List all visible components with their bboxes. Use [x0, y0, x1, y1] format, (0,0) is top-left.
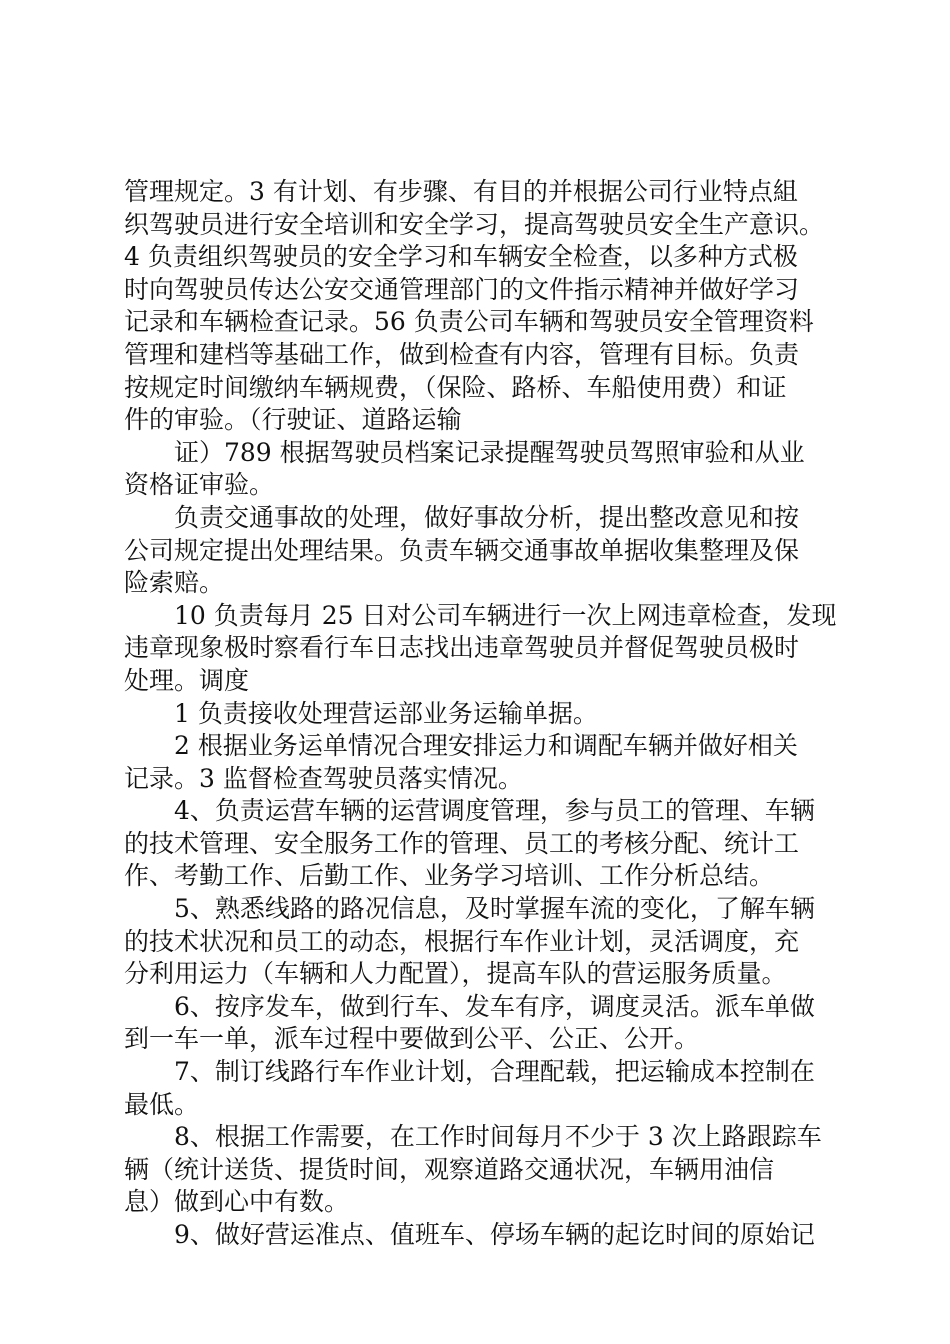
text-line: 的技术管理、安全服务工作的管理、员工的考核分配、统计工 [124, 828, 800, 858]
document-body [124, 176, 844, 1252]
text-line: 2 根据业务运单情况合理安排运力和调配车辆并做好相关 [124, 731, 798, 761]
text-line: 件的审验。（行驶证、道路运输 [124, 405, 462, 435]
text-line: 按规定时间缴纳车辆规费，（保险、路桥、车船使用费）和证 [124, 372, 787, 402]
text-line: 最低。 [124, 1089, 200, 1119]
text-line: 7、制订线路行车作业计划，合理配载，把运输成本控制在 [124, 1057, 815, 1087]
text-line: 9、做好营运准点、值班车、停场车辆的起讫时间的原始记 [124, 1220, 815, 1249]
text-line: 违章现象极时察看行车日志找出违章驾驶员并督促驾驶员极时 [124, 633, 800, 663]
text-line: 时向驾驶员传达公安交通管理部门的文件指示精神并做好学习 [124, 274, 800, 304]
text-line: 记录和车辆检查记录。56 负责公司车辆和驾驶员安全管理资料 [124, 307, 814, 337]
text-line: 证）789 根据驾驶员档案记录提醒驾驶员驾照审验和从业 [124, 437, 805, 467]
text-line: 管理和建档等基础工作，做到检查有内容，管理有目标。负责 [124, 339, 800, 369]
text-line: 8、根据工作需要，在工作时间每月不少于 3 次上路跟踪车 [124, 1122, 822, 1152]
text-line: 4、负责运营车辆的运营调度管理，参与员工的管理、车辆 [124, 796, 815, 826]
text-line: 险索赔。 [124, 568, 225, 598]
text-line: 10 负责每月 25 日对公司车辆进行一次上网违章检查，发现 [124, 600, 837, 630]
text-line: 织驾驶员进行安全培训和安全学习，提高驾驶员安全生产意识。 [124, 209, 825, 239]
text-line: 记录。3 监督检查驾驶员落实情况。 [124, 763, 523, 793]
text-line: 5、熟悉线路的路况信息，及时掌握车流的变化，了解车辆 [124, 894, 815, 924]
text-line: 辆（统计送货、提货时间，观察道路交通状况，车辆用油信 [124, 1154, 775, 1184]
text-line: 资格证审验。 [124, 470, 275, 500]
text-line: 分利用运力（车辆和人力配置），提高车队的营运服务质量。 [124, 959, 787, 989]
text-line: 息）做到心中有数。 [124, 1187, 350, 1217]
text-line: 到一车一单，派车过程中要做到公平、公正、公开。 [124, 1024, 700, 1054]
text-line: 负责交通事故的处理，做好事故分析，提出整改意见和按 [124, 502, 800, 532]
text-line: 1 负责接收处理营运部业务运输单据。 [124, 698, 598, 728]
text-line: 的技术状况和员工的动态，根据行车作业计划，灵活调度，充 [124, 926, 800, 956]
text-line: 作、考勤工作、后勤工作、业务学习培训、工作分析总结。 [124, 861, 775, 891]
text-line: 管理规定。3 有计划、有步骤、有目的并根据公司行业特点組 [124, 177, 798, 206]
text-line: 公司规定提出处理结果。负责车辆交通事故单据收集整理及保 [124, 535, 800, 565]
text-line: 6、按序发车，做到行车、发车有序，调度灵活。派车单做 [124, 991, 815, 1021]
text-line: 处理。调度 [124, 665, 250, 695]
text-line: 4 负责组织驾驶员的安全学习和车辆安全检查，以多种方式极 [124, 242, 798, 272]
